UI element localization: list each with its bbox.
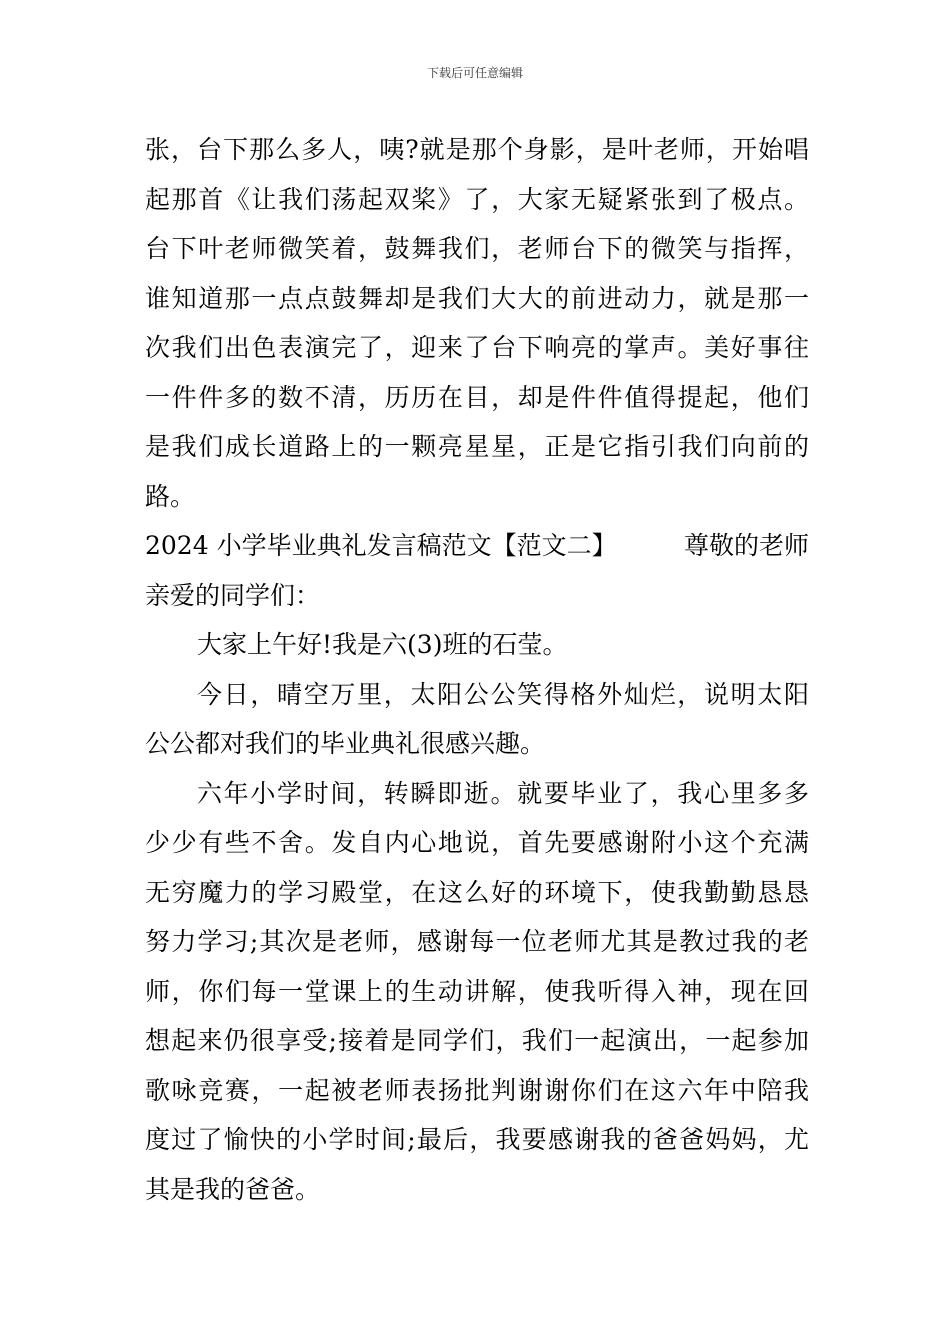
text-line: 想起来仍很享受;接着是同学们，我们一起演出，一起参加 (145, 1026, 809, 1055)
paragraph (145, 620, 809, 670)
text-line: 度过了愉快的小学时间;最后，我要感谢我的爸爸妈妈，尤 (145, 1125, 809, 1154)
text-line: 起那首《让我们荡起双桨》了，大家无疑紧张到了极点。 (145, 184, 809, 214)
text-line: 公公都对我们的毕业典礼很感兴趣。 (145, 729, 546, 758)
text-line: 台下叶老师微笑着，鼓舞我们，老师台下的微笑与指挥， (145, 234, 809, 263)
text-line: 次我们出色表演完了，迎来了台下响亮的掌声。美好事往 (145, 333, 809, 362)
text-line: 少少有些不舍。发自内心地说，首先要感谢附小这个充满 (145, 828, 809, 857)
heading-line (145, 521, 809, 571)
text-line: 今日，晴空万里，太阳公公笑得格外灿烂，说明太阳 (197, 679, 809, 709)
text-line: 亲爱的同学们： (145, 580, 321, 610)
text-line: 六年小学时间，转瞬即逝。就要毕业了，我心里多多 (197, 778, 809, 808)
text-line: 一件件多的数不清，历历在目，却是件件值得提起，他们 (145, 382, 809, 412)
text-line: 师，你们每一堂课上的生动讲解，使我听得入神，现在回 (145, 976, 809, 1006)
salutation-start: 尊敬的老师 (683, 531, 809, 560)
text-line: 大家上午好!我是六(3)班的石莹。 (197, 630, 568, 659)
document-body (145, 125, 809, 1214)
text-line: 无穷魔力的学习殿堂，在这么好的环境下，使我勤勤恳恳 (145, 877, 809, 907)
paragraph (145, 670, 809, 769)
page-header: 下载后可任意编辑 (426, 66, 523, 80)
text-line: 歌咏竞赛，一起被老师表扬批判谢谢你们在这六年中陪我 (145, 1075, 809, 1105)
text-line: 张，台下那么多人，咦?就是那个身影，是叶老师，开始唱 (145, 135, 809, 164)
text-line: 努力学习;其次是老师，感谢每一位老师尤其是教过我的老 (145, 927, 809, 956)
text-line: 其是我的爸爸。 (145, 1174, 321, 1204)
text-line: 是我们成长道路上的一颗亮星星，正是它指引我们向前的 (145, 432, 809, 461)
paragraph (145, 769, 809, 1215)
text-line: 谁知道那一点点鼓舞却是我们大大的前进动力，就是那一 (145, 283, 809, 313)
text-line: 路。 (145, 481, 196, 511)
paragraph (145, 125, 809, 521)
heading-title: 2024 小学毕业典礼发言稿范文【范文二】 (145, 531, 617, 560)
section-heading (145, 521, 809, 620)
